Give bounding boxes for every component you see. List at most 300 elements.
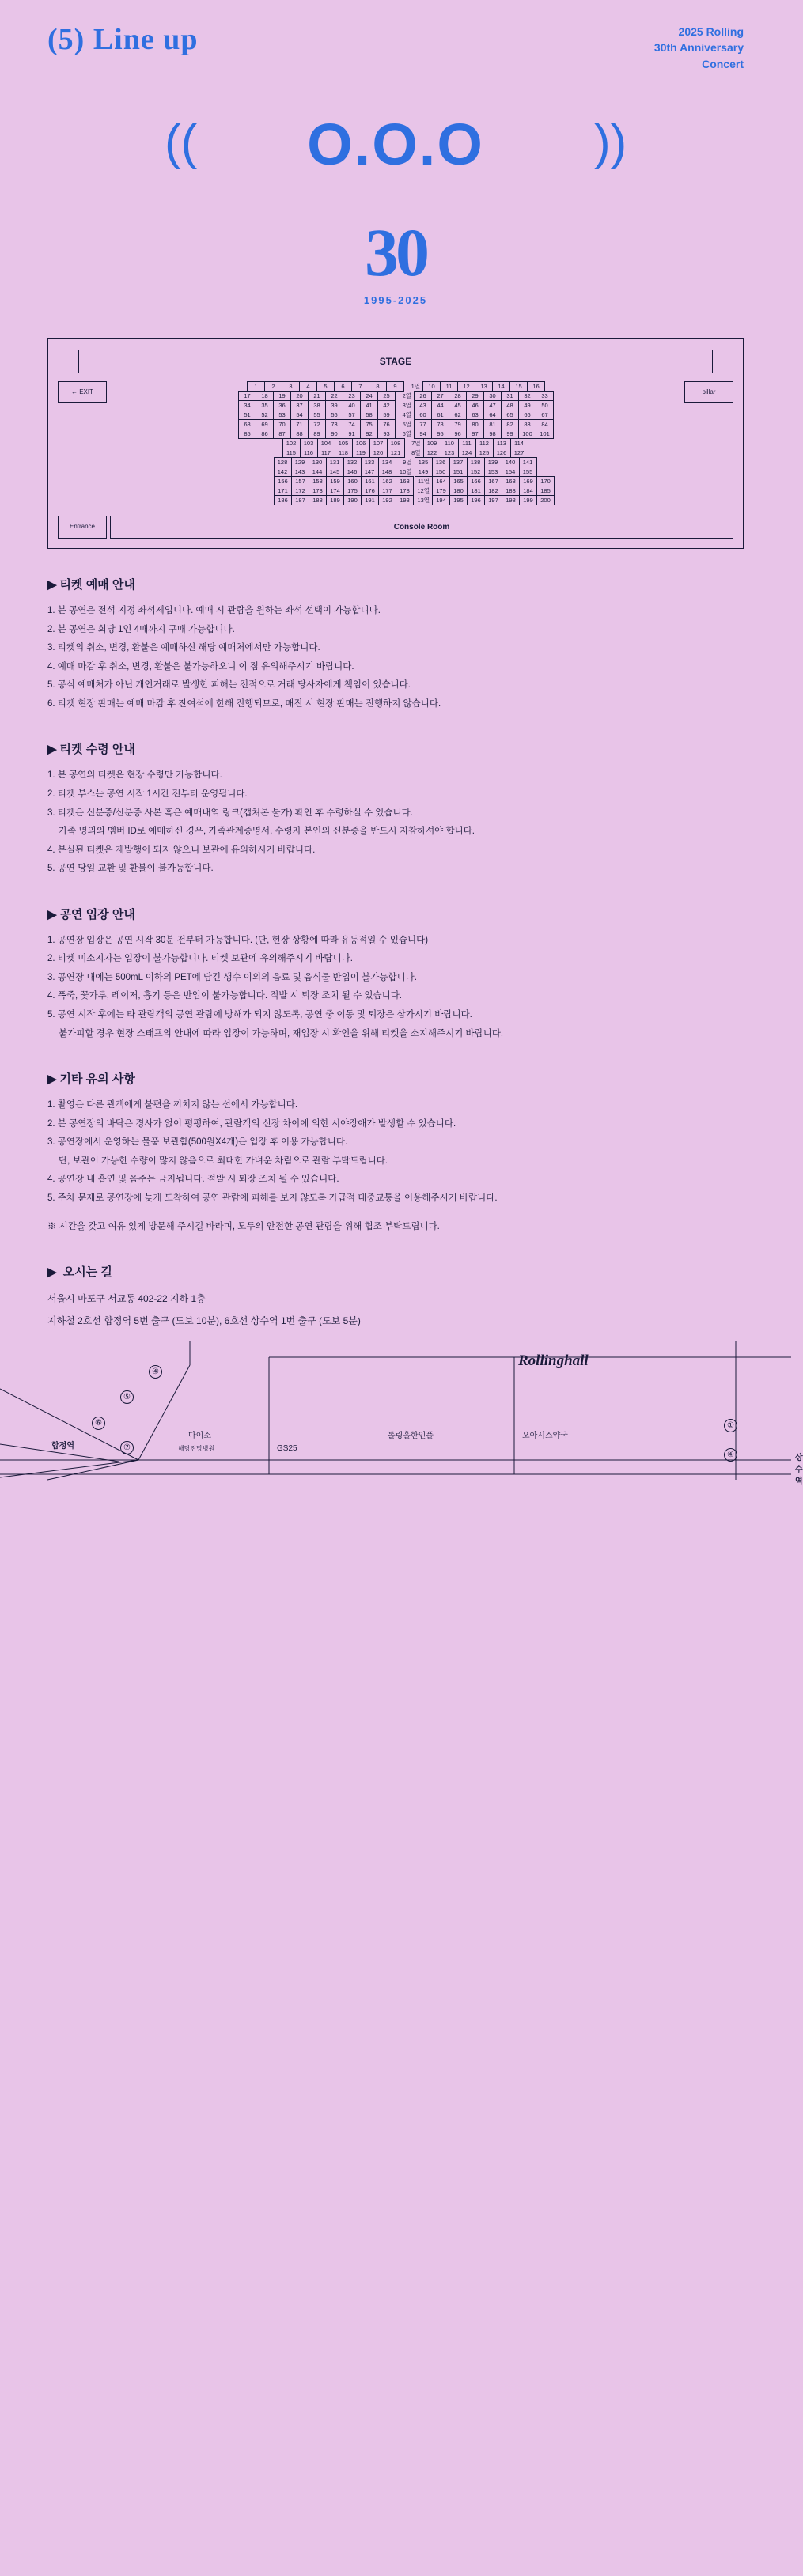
map-station-sangsu: 상수역 [795, 1454, 803, 1487]
seat[interactable]: 87 [273, 429, 291, 439]
seat[interactable]: 82 [501, 419, 519, 429]
seat[interactable]: 77 [414, 419, 432, 429]
info-list-item: 3. 티켓의 취소, 변경, 환불은 예매하신 해당 예매처에서만 가능합니다. [47, 643, 320, 653]
seat[interactable]: 179 [432, 486, 450, 496]
info-list [47, 932, 744, 1043]
seat[interactable]: 103 [300, 438, 318, 448]
seat[interactable]: 12 [457, 381, 475, 392]
seat[interactable]: 151 [449, 467, 468, 477]
anniversary-years: 1995-2025 [363, 294, 428, 306]
seat[interactable]: 171 [274, 486, 292, 496]
info-list-item: 4. 예매 마감 후 취소, 변경, 환불은 불가능하오니 이 점 유의해주시기 바랍니다. [47, 661, 354, 671]
seat[interactable]: 162 [378, 476, 396, 486]
stage-label: STAGE [78, 350, 713, 373]
seat[interactable]: 175 [343, 486, 362, 496]
seat[interactable]: 35 [256, 400, 274, 410]
seat[interactable]: 155 [519, 467, 537, 477]
seat-row-label: 10열 [399, 467, 412, 475]
seat[interactable]: 104 [317, 438, 335, 448]
seat[interactable]: 37 [290, 400, 309, 410]
seat[interactable]: 8 [369, 381, 387, 392]
seat[interactable]: 185 [536, 486, 555, 496]
seat[interactable]: 112 [475, 438, 494, 448]
seat[interactable]: 44 [431, 400, 449, 410]
seat[interactable]: 129 [291, 457, 309, 467]
seat[interactable]: 11 [440, 381, 458, 392]
info-list [47, 1096, 744, 1208]
info-list [47, 766, 744, 878]
seat-rows [110, 381, 681, 505]
seat[interactable]: 199 [519, 495, 537, 505]
seat[interactable]: 101 [536, 429, 554, 439]
info-list [47, 602, 744, 713]
seat[interactable]: 28 [449, 391, 467, 401]
swoosh-right-icon: (( [593, 115, 627, 170]
seat[interactable]: 32 [518, 391, 536, 401]
concert-title-line-3: Concert [702, 57, 744, 70]
info-section-title-text: 티켓 예매 안내 [59, 578, 135, 592]
seat[interactable]: 147 [361, 467, 379, 477]
info-list-item: 2. 본 공연은 회당 1인 4매까지 구매 가능합니다. [47, 624, 235, 634]
seat[interactable]: 141 [519, 457, 537, 467]
seat[interactable]: 39 [325, 400, 343, 410]
seat[interactable]: 61 [431, 410, 449, 420]
info-list-item: 1. 공연장 입장은 공연 시작 30분 전부터 가능합니다. (단, 현장 상황에 따라 유동적일 수 있습니다) [47, 935, 429, 945]
seat-row-label: 7열 [411, 439, 421, 447]
section-number: (5) [47, 23, 85, 56]
seat[interactable]: 121 [387, 448, 405, 458]
seat-row-label: 3열 [402, 401, 411, 409]
seat[interactable]: 18 [256, 391, 274, 401]
seat[interactable]: 99 [501, 429, 519, 439]
seat[interactable]: 154 [502, 467, 520, 477]
map-landmark-daiso: 다이소 [188, 1432, 211, 1441]
exit-label: ← EXIT [58, 381, 107, 403]
seat[interactable]: 46 [466, 400, 484, 410]
seat[interactable]: 193 [396, 495, 414, 505]
seat[interactable]: 119 [352, 448, 370, 458]
seat[interactable]: 127 [510, 448, 528, 458]
seat[interactable]: 68 [238, 419, 256, 429]
seat[interactable]: 177 [378, 486, 396, 496]
seat[interactable]: 90 [325, 429, 343, 439]
seat[interactable]: 118 [335, 448, 353, 458]
seat[interactable]: 25 [377, 391, 396, 401]
seat[interactable]: 160 [343, 476, 362, 486]
seat[interactable]: 80 [466, 419, 484, 429]
seat[interactable]: 126 [493, 448, 511, 458]
seat[interactable]: 166 [467, 476, 485, 486]
venue-logo: Rollinghall [518, 1352, 589, 1370]
info-section [47, 576, 744, 713]
map-landmark-hospital: 해당전망병원 [178, 1445, 215, 1453]
seat[interactable]: 78 [431, 419, 449, 429]
seat[interactable]: 43 [414, 400, 432, 410]
location-map [47, 1341, 803, 1487]
seat[interactable]: 122 [423, 448, 441, 458]
seat[interactable]: 23 [343, 391, 361, 401]
seat[interactable]: 149 [415, 467, 433, 477]
seat[interactable]: 9 [386, 381, 404, 392]
seat[interactable]: 47 [483, 400, 502, 410]
seat[interactable]: 53 [273, 410, 291, 420]
info-section-title-text: 기타 유의 사항 [59, 1072, 135, 1087]
seat[interactable]: 164 [432, 476, 450, 486]
seat[interactable]: 174 [326, 486, 344, 496]
seat[interactable]: 182 [484, 486, 502, 496]
seat[interactable]: 95 [431, 429, 449, 439]
seat[interactable]: 79 [449, 419, 467, 429]
seat[interactable]: 97 [466, 429, 484, 439]
seat[interactable]: 72 [308, 419, 326, 429]
anniversary-number: 30 [365, 214, 426, 290]
seat[interactable]: 65 [501, 410, 519, 420]
seat-grid [58, 381, 733, 505]
seat[interactable]: 197 [484, 495, 502, 505]
seat[interactable]: 111 [458, 438, 476, 448]
seat[interactable]: 19 [273, 391, 291, 401]
map-lines [0, 1341, 791, 1480]
info-list-item: 3. 공연장 내에는 500mL 이하의 PET에 담긴 생수 이외의 음료 및 음식물 반입이 불가능합니다. [47, 972, 417, 982]
seat[interactable]: 200 [536, 495, 555, 505]
seat[interactable]: 110 [441, 438, 459, 448]
seat[interactable]: 133 [361, 457, 379, 467]
seat[interactable]: 140 [502, 457, 520, 467]
info-section-title [47, 740, 744, 757]
seat[interactable]: 178 [396, 486, 414, 496]
triangle-icon: ▶ [47, 743, 57, 757]
info-list-item: 1. 본 공연은 전석 지정 좌석제입니다. 예매 시 관람을 원하는 좌석 선택이 가능합니다. [47, 606, 381, 615]
seat[interactable]: 109 [423, 438, 441, 448]
exit-1-right: ① [724, 1419, 737, 1432]
info-section [47, 1070, 744, 1236]
seat[interactable]: 40 [343, 400, 361, 410]
seat[interactable]: 91 [343, 429, 361, 439]
seat[interactable]: 105 [335, 438, 353, 448]
info-list-item: 3. 티켓은 신분증/신분증 사본 혹은 예매내역 링크(캡쳐본 불가) 확인 후 수령하실 수 있습니다. [47, 808, 413, 818]
map-landmark-oasis-pharmacy: 오아시스약국 [522, 1432, 568, 1441]
seat[interactable]: 6 [334, 381, 352, 392]
seat[interactable]: 114 [510, 438, 528, 448]
info-list-item: 4. 폭죽, 꽃가루, 레이저, 흉기 등은 반입이 불가능합니다. 적발 시 퇴장 조치 될 수 있습니다. [47, 991, 402, 1001]
entrance-label: Entrance [58, 516, 107, 539]
venue-address: 서울시 마포구 서교동 402-22 지하 1층 [47, 1293, 206, 1305]
seat[interactable]: 186 [274, 495, 292, 505]
info-list-item: 5. 주차 문제로 공연장에 늦게 도착하여 공연 관람에 피해를 보지 않도록 가급적 대중교통을 이용해주시기 바랍니다. [47, 1193, 498, 1203]
seat[interactable]: 138 [467, 457, 485, 467]
seat-row-label: 1열 [411, 382, 420, 390]
info-list-item: 가족 명의의 멤버 ID로 예매하신 경우, 가족관계증명서, 수령자 본인의 신분증을 반드시 지참하셔야 합니다. [59, 827, 475, 837]
seat[interactable]: 116 [300, 448, 318, 458]
seat-row-label: 11열 [417, 477, 430, 485]
seat[interactable]: 93 [377, 429, 396, 439]
section-title: Line up [93, 23, 199, 56]
seat[interactable]: 125 [475, 448, 494, 458]
seat[interactable]: 192 [378, 495, 396, 505]
anniversary-block [47, 214, 744, 306]
seat[interactable]: 184 [519, 486, 537, 496]
info-list-item: 5. 공연 시작 후에는 타 관람객의 공연 관람에 방해가 되지 않도록, 공연 중 이동 및 퇴장은 삼가시기 바랍니다. [47, 1010, 472, 1019]
seat[interactable]: 64 [483, 410, 502, 420]
seat[interactable]: 5 [316, 381, 335, 392]
seat[interactable]: 50 [536, 400, 554, 410]
seat[interactable]: 73 [325, 419, 343, 429]
seat[interactable]: 34 [238, 400, 256, 410]
info-list-item: 4. 분실된 티켓은 재발행이 되지 않으니 보관에 유의하시기 바랍니다. [47, 845, 316, 855]
seat[interactable]: 45 [449, 400, 467, 410]
seat[interactable]: 143 [291, 467, 309, 477]
exit-4-left: ④ [149, 1365, 162, 1379]
seat[interactable]: 84 [536, 419, 554, 429]
seat[interactable]: 83 [518, 419, 536, 429]
seat[interactable]: 62 [449, 410, 467, 420]
seat[interactable]: 16 [527, 381, 545, 392]
seat[interactable]: 71 [290, 419, 309, 429]
seat[interactable]: 49 [518, 400, 536, 410]
seatmap-bottom [58, 516, 733, 539]
seat[interactable]: 60 [414, 410, 432, 420]
concert-title-line-2: 30th Anniversary [653, 41, 744, 55]
seat[interactable]: 194 [432, 495, 450, 505]
seat[interactable]: 134 [378, 457, 396, 467]
seat[interactable]: 88 [290, 429, 309, 439]
seat[interactable]: 1 [247, 381, 265, 392]
seat[interactable]: 42 [377, 400, 396, 410]
seat[interactable]: 145 [326, 467, 344, 477]
seat[interactable]: 196 [467, 495, 485, 505]
exit-4-right: ④ [724, 1448, 737, 1462]
info-section-title-text: 티켓 수령 안내 [59, 743, 135, 757]
info-section-title [47, 576, 744, 592]
pillar-label: pillar [684, 381, 733, 403]
seat[interactable]: 15 [509, 381, 528, 392]
seat[interactable]: 54 [290, 410, 309, 420]
seat[interactable]: 86 [256, 429, 274, 439]
seat[interactable]: 21 [308, 391, 326, 401]
seat[interactable]: 85 [238, 429, 256, 439]
info-list-item: 2. 티켓 부스는 공연 시작 1시간 전부터 운영됩니다. [47, 789, 248, 799]
seat[interactable]: 2 [264, 381, 282, 392]
seat[interactable]: 173 [309, 486, 327, 496]
info-section-title [47, 1070, 744, 1087]
seat[interactable]: 169 [519, 476, 537, 486]
header [47, 0, 744, 79]
seat[interactable]: 135 [415, 457, 433, 467]
seat[interactable]: 113 [493, 438, 511, 448]
info-list-item: 불가피할 경우 현장 스태프의 안내에 따라 입장이 가능하며, 재입장 시 확인을 위해 티켓을 소지해주시기 바랍니다. [59, 1028, 504, 1038]
seat[interactable]: 76 [377, 419, 396, 429]
seat-row-label: 2열 [402, 392, 411, 399]
info-list-item: 5. 공연 당일 교환 및 환불이 불가능합니다. [47, 864, 214, 874]
seat[interactable]: 130 [309, 457, 327, 467]
seat[interactable]: 57 [343, 410, 361, 420]
exit-7-left: ⑦ [120, 1441, 134, 1454]
seat[interactable]: 187 [291, 495, 309, 505]
seat[interactable]: 100 [518, 429, 536, 439]
seat[interactable]: 142 [274, 467, 292, 477]
seat[interactable]: 108 [387, 438, 405, 448]
seat[interactable]: 153 [484, 467, 502, 477]
seat[interactable]: 132 [343, 457, 362, 467]
seat[interactable]: 48 [501, 400, 519, 410]
seat[interactable]: 81 [483, 419, 502, 429]
seat-row-label: 4열 [402, 410, 411, 418]
seat[interactable]: 4 [299, 381, 317, 392]
seat[interactable]: 198 [502, 495, 520, 505]
seat[interactable]: 152 [467, 467, 485, 477]
seat[interactable]: 52 [256, 410, 274, 420]
seat[interactable]: 20 [290, 391, 309, 401]
seat[interactable]: 96 [449, 429, 467, 439]
seat[interactable]: 24 [360, 391, 378, 401]
seat[interactable]: 124 [458, 448, 476, 458]
seat[interactable]: 107 [369, 438, 388, 448]
seat[interactable]: 189 [326, 495, 344, 505]
seat[interactable]: 58 [360, 410, 378, 420]
directions-section [47, 1263, 803, 1487]
seat[interactable]: 89 [308, 429, 326, 439]
seat[interactable]: 188 [309, 495, 327, 505]
venue-transit: 지하철 2호선 합정역 5번 출구 (도보 10분), 6호선 상수역 1번 출구 (도보 5분) [47, 1315, 361, 1327]
pillar-column [684, 381, 733, 429]
artist-block [47, 103, 744, 198]
info-section [47, 740, 744, 878]
seat[interactable]: 29 [466, 391, 484, 401]
seat[interactable]: 181 [467, 486, 485, 496]
seat[interactable]: 157 [291, 476, 309, 486]
seat[interactable]: 55 [308, 410, 326, 420]
seat[interactable]: 161 [361, 476, 379, 486]
artist-name: O.O.O [307, 112, 484, 177]
seat[interactable]: 167 [484, 476, 502, 486]
seat[interactable]: 136 [432, 457, 450, 467]
info-section-title [47, 906, 744, 922]
seat-row-label: 13열 [417, 496, 430, 504]
seat[interactable]: 92 [360, 429, 378, 439]
seat[interactable]: 170 [536, 476, 555, 486]
seat[interactable]: 159 [326, 476, 344, 486]
seat[interactable]: 33 [536, 391, 554, 401]
seat[interactable]: 10 [422, 381, 441, 392]
seat[interactable]: 144 [309, 467, 327, 477]
seat[interactable]: 69 [256, 419, 274, 429]
triangle-icon: ▶ [47, 1265, 57, 1280]
console-room-label: Console Room [110, 516, 733, 539]
info-list-item: 2. 본 공연장의 바닥은 경사가 없이 평평하여, 관람객의 신장 차이에 의한 시야장애가 발생할 수 있습니다. [47, 1118, 456, 1129]
seat[interactable]: 146 [343, 467, 362, 477]
seat[interactable]: 195 [449, 495, 468, 505]
seat[interactable]: 14 [492, 381, 510, 392]
seat[interactable]: 150 [432, 467, 450, 477]
exit-5-left: ⑤ [120, 1390, 134, 1404]
triangle-icon: ▶ [47, 1072, 57, 1087]
seat[interactable]: 41 [360, 400, 378, 410]
info-section-note: ※ 시간을 갖고 여유 있게 방문해 주시길 바라며, 모두의 안전한 공연 관람을 위해 협조 부탁드립니다. [47, 1221, 440, 1231]
seat[interactable]: 75 [360, 419, 378, 429]
info-list-item: 2. 티켓 미소지자는 입장이 불가능합니다. 티켓 보관에 유의해주시기 바랍니다. [47, 954, 353, 964]
seat[interactable]: 176 [361, 486, 379, 496]
seat[interactable]: 56 [325, 410, 343, 420]
seat[interactable]: 128 [274, 457, 292, 467]
info-list-item: 3. 공연장에서 운영하는 물품 보관함(500원X4개)은 입장 후 이용 가능합니다. [47, 1137, 348, 1148]
seat[interactable]: 63 [466, 410, 484, 420]
seat[interactable]: 123 [441, 448, 459, 458]
seat[interactable]: 26 [414, 391, 432, 401]
seat[interactable]: 38 [308, 400, 326, 410]
info-list-item: 1. 촬영은 다른 관객에게 불편을 끼치지 않는 선에서 가능합니다. [47, 1100, 298, 1110]
seat-row-label: 8열 [411, 448, 421, 456]
seat-row-label: 12열 [417, 486, 430, 494]
seat[interactable]: 17 [238, 391, 256, 401]
seat[interactable]: 165 [449, 476, 468, 486]
seat[interactable]: 190 [343, 495, 362, 505]
seat[interactable]: 158 [309, 476, 327, 486]
seat[interactable]: 22 [325, 391, 343, 401]
seat[interactable]: 66 [518, 410, 536, 420]
seat[interactable]: 168 [502, 476, 520, 486]
seat[interactable]: 163 [396, 476, 414, 486]
seat[interactable]: 156 [274, 476, 292, 486]
seat[interactable]: 51 [238, 410, 256, 420]
seat-row-label: 6열 [402, 429, 411, 437]
seat[interactable]: 120 [369, 448, 388, 458]
seat[interactable]: 74 [343, 419, 361, 429]
swoosh-left-icon: (( [165, 115, 198, 170]
concert-title [654, 24, 744, 72]
seat[interactable]: 7 [351, 381, 369, 392]
seat[interactable]: 172 [291, 486, 309, 496]
info-list-item: 6. 티켓 현장 판매는 예매 마감 후 잔여석에 한해 진행되므로, 매진 시 현장 판매는 진행하지 않습니다. [47, 698, 441, 709]
seat-row-label: 5열 [402, 420, 411, 428]
seat-row-label: 9열 [403, 458, 412, 466]
seat[interactable]: 30 [483, 391, 502, 401]
seat[interactable]: 59 [377, 410, 396, 420]
seat[interactable]: 102 [282, 438, 301, 448]
seat[interactable]: 94 [414, 429, 432, 439]
seat[interactable]: 27 [431, 391, 449, 401]
seat[interactable]: 3 [282, 381, 300, 392]
seat-row [110, 495, 681, 505]
seat[interactable]: 98 [483, 429, 502, 439]
seat[interactable]: 117 [317, 448, 335, 458]
seat[interactable]: 191 [361, 495, 379, 505]
seat[interactable]: 106 [352, 438, 370, 448]
seat[interactable]: 148 [378, 467, 396, 477]
seat[interactable]: 36 [273, 400, 291, 410]
info-sections [47, 576, 744, 1236]
exit-column [58, 381, 107, 429]
info-list-item: 5. 공식 예매처가 아닌 개인거래로 발생한 피해는 전적으로 거래 당사자에게 책임이 있습니다. [47, 680, 411, 690]
triangle-icon: ▶ [47, 578, 57, 592]
seat[interactable]: 13 [475, 381, 493, 392]
seat[interactable]: 180 [449, 486, 468, 496]
seat[interactable]: 115 [282, 448, 301, 458]
triangle-icon: ▶ [47, 907, 57, 921]
seat[interactable]: 137 [449, 457, 468, 467]
map-landmark-rollinghall-area: 롤링홀한인플 [388, 1432, 434, 1441]
seat[interactable]: 70 [273, 419, 291, 429]
seat[interactable]: 31 [501, 391, 519, 401]
seat-map [47, 338, 744, 549]
info-list-item: 1. 본 공연의 티켓은 현장 수령만 가능합니다. [47, 770, 222, 781]
seat[interactable]: 183 [502, 486, 520, 496]
info-section-title-text: 공연 입장 안내 [59, 907, 135, 921]
exit-6-left: ⑥ [92, 1417, 105, 1430]
seat[interactable]: 131 [326, 457, 344, 467]
row-spacer [237, 495, 274, 505]
seat[interactable]: 139 [484, 457, 502, 467]
seat[interactable]: 67 [536, 410, 554, 420]
